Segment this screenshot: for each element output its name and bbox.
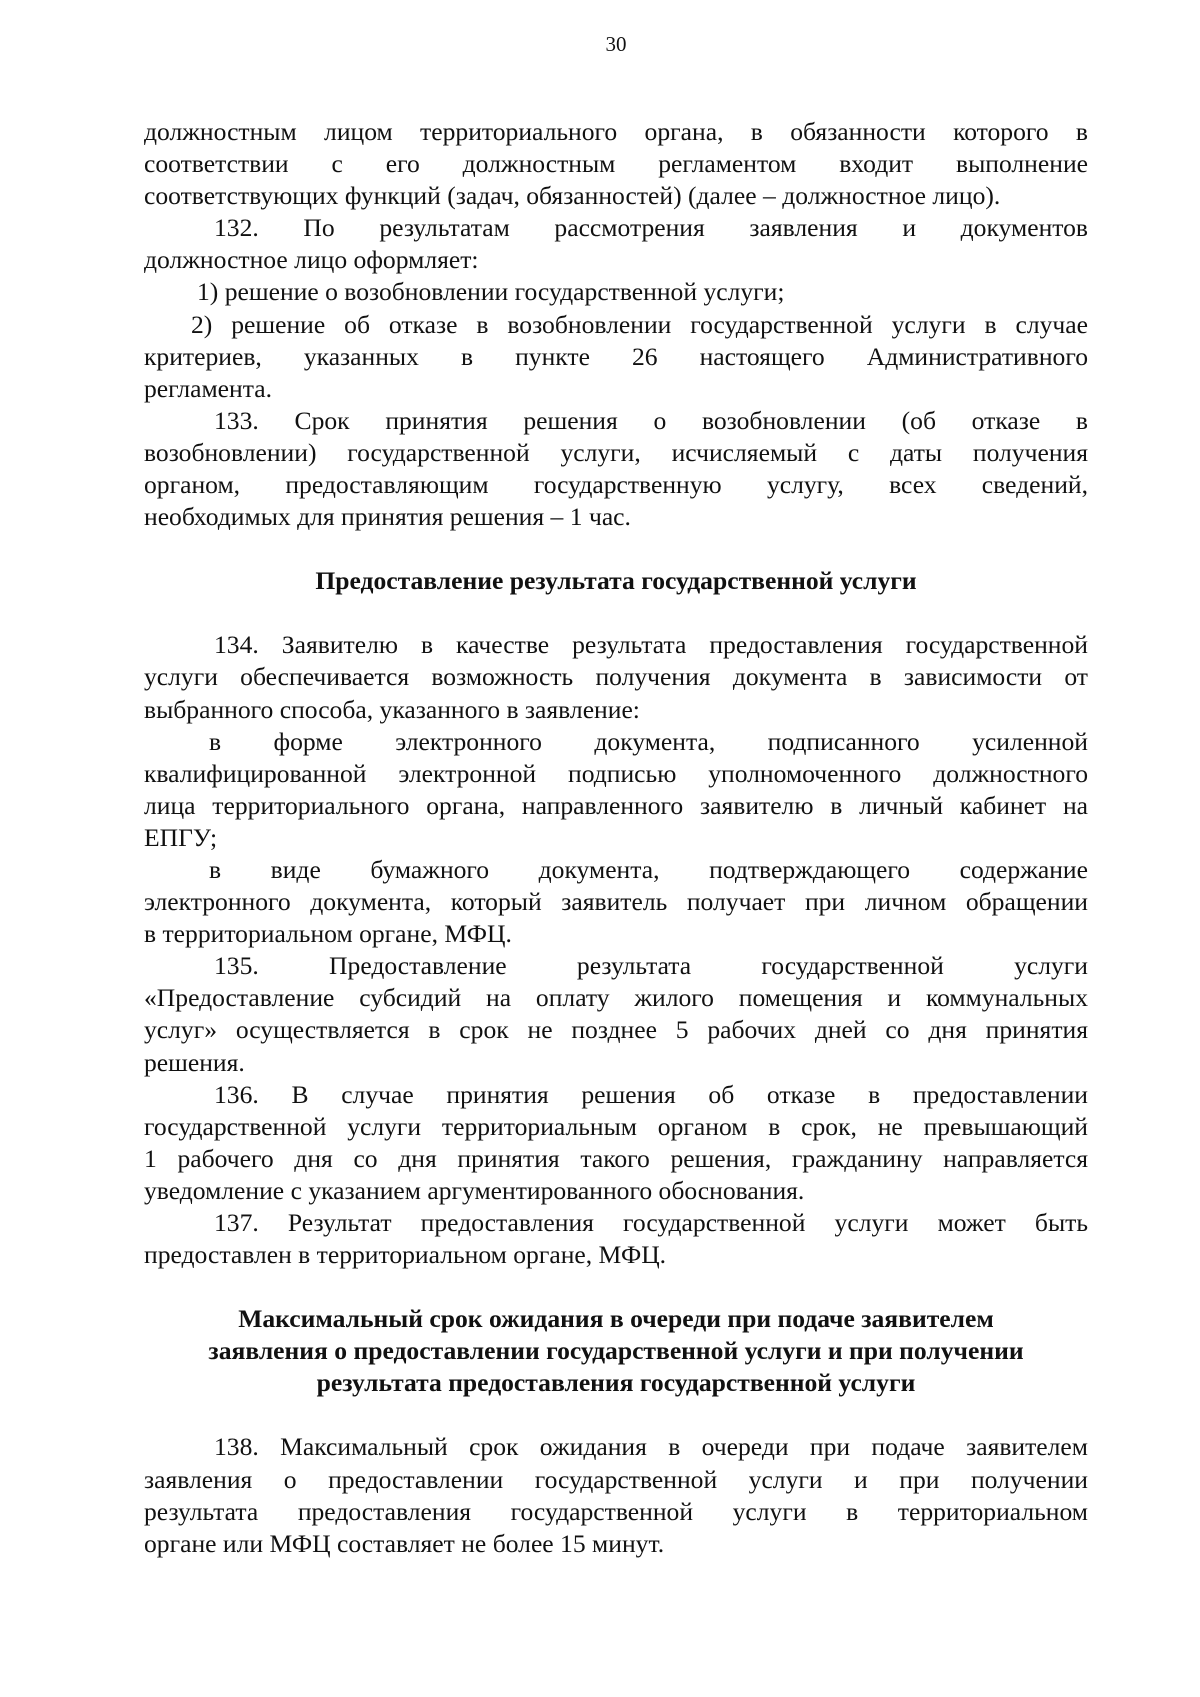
text-line: услуги обеспечивается возможность получения документа в зависимости от — [144, 662, 1088, 692]
spacer — [144, 1271, 1088, 1303]
spacer — [144, 597, 1088, 629]
text-line: «Предоставление субсидий на оплату жилого помещения и коммунальных — [144, 983, 1088, 1013]
paragraph-137 — [144, 1207, 1088, 1271]
text-line: уведомление с указанием аргументированного обоснования. — [144, 1175, 805, 1205]
text-line: 134. Заявителю в качестве результата предоставления государственной — [214, 630, 1088, 660]
text-line: 138. Максимальный срок ожидания в очереди при подаче заявителем — [214, 1432, 1088, 1462]
text-line: 136. В случае принятия решения об отказе в предоставлении — [214, 1079, 1088, 1109]
text-line: в форме электронного документа, подписанного усиленной — [209, 726, 1088, 756]
text-line: результата предоставления государственной услуги в территориальном — [144, 1496, 1088, 1526]
section-heading-2 — [144, 1303, 1088, 1399]
list-item-1 — [144, 276, 1088, 308]
text-line: 133. Срок принятия решения о возобновлении (об отказе в — [214, 405, 1088, 435]
text-line: электронного документа, который заявитель получает при личном обращении — [144, 887, 1088, 917]
spacer — [144, 1399, 1088, 1431]
text-line: 2) решение об отказе в возобновлении государственной услуги в случае — [191, 309, 1088, 339]
text-line: 132. По результатам рассмотрения заявления и документов — [214, 213, 1088, 243]
heading-line: Максимальный срок ожидания в очереди при подаче заявителем — [238, 1304, 994, 1334]
text-line: решения. — [144, 1047, 245, 1077]
text-line: 1 рабочего дня со дня принятия такого решения, гражданину направляется — [144, 1143, 1088, 1173]
text-line: соответствии с его должностным регламентом входит выполнение — [144, 149, 1088, 179]
document-body — [144, 116, 1088, 1560]
text-line: необходимых для принятия решения – 1 час. — [144, 502, 631, 532]
text-line: в виде бумажного документа, подтверждающего содержание — [209, 854, 1088, 884]
text-line: 1) решение о возобновлении государственной услуги; — [197, 277, 785, 307]
page-number: 30 — [605, 32, 627, 56]
text-line: регламента. — [144, 373, 272, 403]
paragraph-134 — [144, 629, 1088, 725]
text-line: органе или МФЦ составляет не более 15 минут. — [144, 1528, 665, 1558]
spacer — [144, 533, 1088, 565]
paragraph-136 — [144, 1079, 1088, 1207]
text-line: выбранного способа, указанного в заявление: — [144, 694, 640, 724]
paragraph-135 — [144, 950, 1088, 1078]
text-line: органом, предоставляющим государственную услугу, всех сведений, — [144, 470, 1088, 500]
text-line: должностным лицом территориального органа, в обязанности которого в — [144, 117, 1088, 146]
paragraph-electronic-form — [144, 726, 1088, 854]
paragraph-131-continuation — [144, 116, 1088, 212]
text-line: квалифицированной электронной подписью уполномоченного должностного — [144, 758, 1088, 788]
text-line: возобновлении) государственной услуги, исчисляемый с даты получения — [144, 437, 1088, 467]
heading-line: результата предоставления государственной услуги — [316, 1368, 916, 1398]
text-line: государственной услуги территориальным органом в срок, не превышающий — [144, 1111, 1088, 1141]
text-line: ЕПГУ; — [144, 822, 218, 852]
paragraph-138 — [144, 1431, 1088, 1559]
text-line: должностное лицо оформляет: — [144, 245, 479, 275]
text-line: в территориальном органе, МФЦ. — [144, 919, 512, 949]
text-line: заявления о предоставлении государственной услуги и при получении — [144, 1464, 1088, 1494]
heading-line: заявления о предоставлении государственной услуги и при получении — [208, 1336, 1024, 1366]
paragraph-132 — [144, 212, 1088, 276]
paragraph-paper-form — [144, 854, 1088, 950]
text-line: 135. Предоставление результата государственной услуги — [214, 951, 1088, 981]
text-line: лица территориального органа, направленного заявителю в личный кабинет на — [144, 790, 1088, 820]
text-line: соответствующих функций (задач, обязанностей) (далее – должностное лицо). — [144, 181, 1001, 211]
section-heading: Предоставление результата государственной услуги — [315, 566, 917, 596]
text-line: услуг» осуществляется в срок не позднее 5 рабочих дней со дня принятия — [144, 1015, 1088, 1045]
paragraph-133 — [144, 405, 1088, 533]
text-line: 137. Результат предоставления государственной услуги может быть — [214, 1208, 1088, 1237]
text-line: критериев, указанных в пункте 26 настоящего Административного — [144, 341, 1088, 371]
text-line: предоставлен в территориальном органе, МФЦ. — [144, 1240, 667, 1270]
list-item-2 — [144, 309, 1088, 405]
